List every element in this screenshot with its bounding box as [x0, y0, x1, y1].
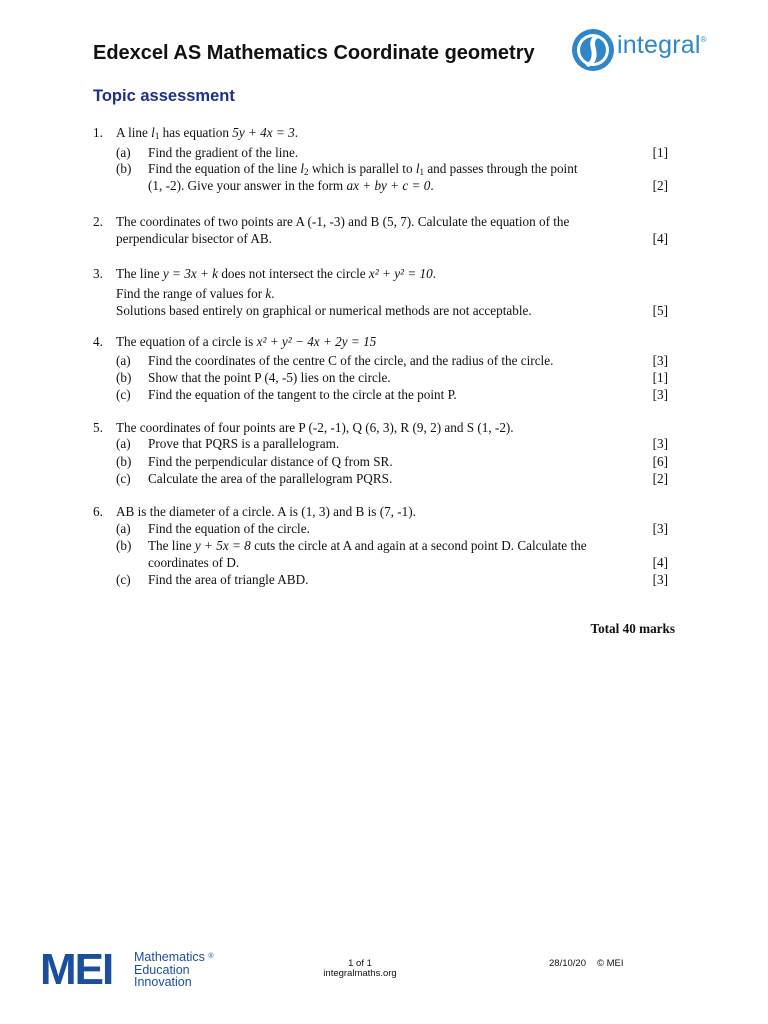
mei-line-3: Innovation	[134, 975, 192, 989]
mei-logo-letters: MEI	[40, 945, 113, 994]
mark-allocation: [4]	[652, 555, 668, 570]
integral-logo-icon	[570, 27, 616, 73]
total-marks: Total 40 marks	[590, 621, 675, 636]
integral-logo-label: integral	[617, 31, 701, 59]
page-number: 1 of 1	[348, 958, 372, 969]
mark-allocation: [2]	[652, 178, 668, 193]
question-number: 3.	[93, 266, 103, 281]
registered-mark: ®	[208, 953, 214, 960]
question-number: 4.	[93, 334, 103, 349]
document-title: Edexcel AS Mathematics Coordinate geometry	[93, 42, 535, 64]
mark-allocation: [1]	[652, 370, 668, 385]
copyright: © MEI	[597, 958, 624, 969]
question-number: 1.	[93, 125, 103, 140]
mark-allocation: [3]	[652, 353, 668, 368]
mark-allocation: [5]	[652, 303, 668, 318]
mei-logo	[40, 945, 240, 994]
question-number: 2.	[93, 214, 103, 229]
mark-allocation: [1]	[652, 145, 668, 160]
footer-date: 28/10/20	[549, 958, 586, 969]
mark-allocation: [6]	[652, 454, 668, 469]
question-text: A line $l_1$ has equation 5y + 4x = 3.	[116, 125, 299, 141]
equation: x² + y² = 10	[368, 266, 433, 281]
equation: ax + by + c = 0	[346, 178, 431, 193]
mei-logo-text	[134, 951, 214, 989]
mark-allocation: [3]	[652, 572, 668, 587]
registered-mark: ®	[700, 35, 707, 44]
mei-line-2: Education	[134, 962, 190, 977]
mark-allocation: [4]	[652, 231, 668, 246]
website-link[interactable]: integralmaths.org	[323, 968, 397, 979]
mark-allocation: [3]	[652, 521, 668, 536]
mark-allocation: [2]	[652, 471, 668, 486]
question-number: 5.	[93, 420, 103, 435]
equation: 5y + 4x = 3	[232, 125, 295, 140]
integral-logo	[570, 27, 720, 73]
integral-logo-text	[617, 31, 707, 60]
question-number: 6.	[93, 504, 103, 519]
mei-line-1: Mathematics	[134, 950, 205, 964]
mark-allocation: [3]	[652, 436, 668, 451]
equation: x² + y² − 4x + 2y = 15	[256, 334, 377, 349]
mark-allocation: [3]	[652, 387, 668, 402]
section-subtitle: Topic assessment	[93, 87, 235, 105]
equation: y + 5x = 8	[194, 538, 251, 553]
equation: y = 3x + k	[162, 266, 219, 281]
